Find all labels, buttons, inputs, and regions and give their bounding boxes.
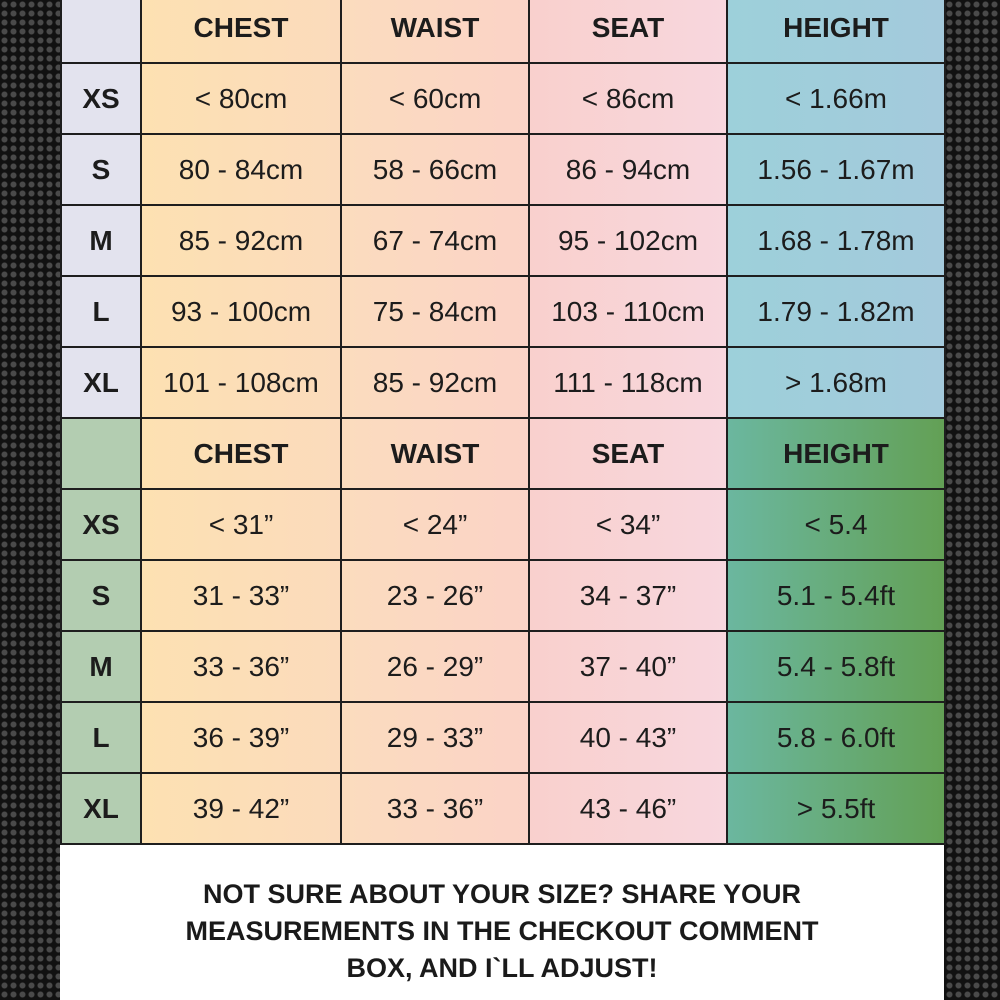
- imperial-corner-cell: [61, 418, 141, 489]
- height-cell: 1.79 - 1.82m: [727, 276, 945, 347]
- chest-cell: 31 - 33”: [141, 560, 341, 631]
- chest-cell: 93 - 100cm: [141, 276, 341, 347]
- size-label: XS: [61, 63, 141, 134]
- size-label: S: [61, 560, 141, 631]
- size-label: XL: [61, 347, 141, 418]
- table-row: [61, 276, 945, 347]
- seat-cell: 86 - 94cm: [529, 134, 727, 205]
- chest-cell: 80 - 84cm: [141, 134, 341, 205]
- imperial-section: [61, 418, 945, 844]
- metric-header-chest: CHEST: [141, 0, 341, 63]
- size-chart-table: [60, 0, 946, 845]
- size-label: L: [61, 276, 141, 347]
- waist-cell: 26 - 29”: [341, 631, 529, 702]
- imperial-header-seat: SEAT: [529, 418, 727, 489]
- size-chart-sheet: [60, 0, 944, 1000]
- waist-cell: 23 - 26”: [341, 560, 529, 631]
- waist-cell: 67 - 74cm: [341, 205, 529, 276]
- table-row: [61, 205, 945, 276]
- height-cell: 1.56 - 1.67m: [727, 134, 945, 205]
- waist-cell: 33 - 36”: [341, 773, 529, 844]
- height-cell: > 1.68m: [727, 347, 945, 418]
- chest-cell: 36 - 39”: [141, 702, 341, 773]
- metric-header-seat: SEAT: [529, 0, 727, 63]
- imperial-header-chest: CHEST: [141, 418, 341, 489]
- imperial-header-row: [61, 418, 945, 489]
- height-cell: < 5.4: [727, 489, 945, 560]
- chest-cell: < 80cm: [141, 63, 341, 134]
- seat-cell: 111 - 118cm: [529, 347, 727, 418]
- waist-cell: 29 - 33”: [341, 702, 529, 773]
- metric-header-height: HEIGHT: [727, 0, 945, 63]
- height-cell: 5.8 - 6.0ft: [727, 702, 945, 773]
- seat-cell: 43 - 46”: [529, 773, 727, 844]
- size-label: S: [61, 134, 141, 205]
- imperial-header-height: HEIGHT: [727, 418, 945, 489]
- table-row: [61, 347, 945, 418]
- waist-cell: 75 - 84cm: [341, 276, 529, 347]
- metric-section: [61, 0, 945, 418]
- size-label: M: [61, 631, 141, 702]
- height-cell: < 1.66m: [727, 63, 945, 134]
- metric-header-waist: WAIST: [341, 0, 529, 63]
- height-cell: 5.4 - 5.8ft: [727, 631, 945, 702]
- waist-cell: 85 - 92cm: [341, 347, 529, 418]
- note-line: BOX, AND I`LL ADJUST!: [346, 953, 658, 983]
- table-row: [61, 489, 945, 560]
- seat-cell: 34 - 37”: [529, 560, 727, 631]
- table-row: [61, 560, 945, 631]
- chest-cell: < 31”: [141, 489, 341, 560]
- metric-header-row: [61, 0, 945, 63]
- seat-cell: 40 - 43”: [529, 702, 727, 773]
- seat-cell: 103 - 110cm: [529, 276, 727, 347]
- size-label: M: [61, 205, 141, 276]
- height-cell: 1.68 - 1.78m: [727, 205, 945, 276]
- size-advice-note: [60, 876, 944, 987]
- imperial-header-waist: WAIST: [341, 418, 529, 489]
- table-row: [61, 631, 945, 702]
- waist-cell: 58 - 66cm: [341, 134, 529, 205]
- size-label: XL: [61, 773, 141, 844]
- chest-cell: 85 - 92cm: [141, 205, 341, 276]
- height-cell: 5.1 - 5.4ft: [727, 560, 945, 631]
- seat-cell: 95 - 102cm: [529, 205, 727, 276]
- size-label: XS: [61, 489, 141, 560]
- waist-cell: < 24”: [341, 489, 529, 560]
- height-cell: > 5.5ft: [727, 773, 945, 844]
- table-row: [61, 63, 945, 134]
- table-row: [61, 773, 945, 844]
- table-row: [61, 134, 945, 205]
- seat-cell: 37 - 40”: [529, 631, 727, 702]
- chest-cell: 101 - 108cm: [141, 347, 341, 418]
- seat-cell: < 86cm: [529, 63, 727, 134]
- note-line: MEASUREMENTS IN THE CHECKOUT COMMENT: [185, 916, 819, 946]
- note-line: NOT SURE ABOUT YOUR SIZE? SHARE YOUR: [202, 879, 802, 909]
- metric-corner-cell: [61, 0, 141, 63]
- chest-cell: 33 - 36”: [141, 631, 341, 702]
- table-row: [61, 702, 945, 773]
- size-label: L: [61, 702, 141, 773]
- seat-cell: < 34”: [529, 489, 727, 560]
- chest-cell: 39 - 42”: [141, 773, 341, 844]
- waist-cell: < 60cm: [341, 63, 529, 134]
